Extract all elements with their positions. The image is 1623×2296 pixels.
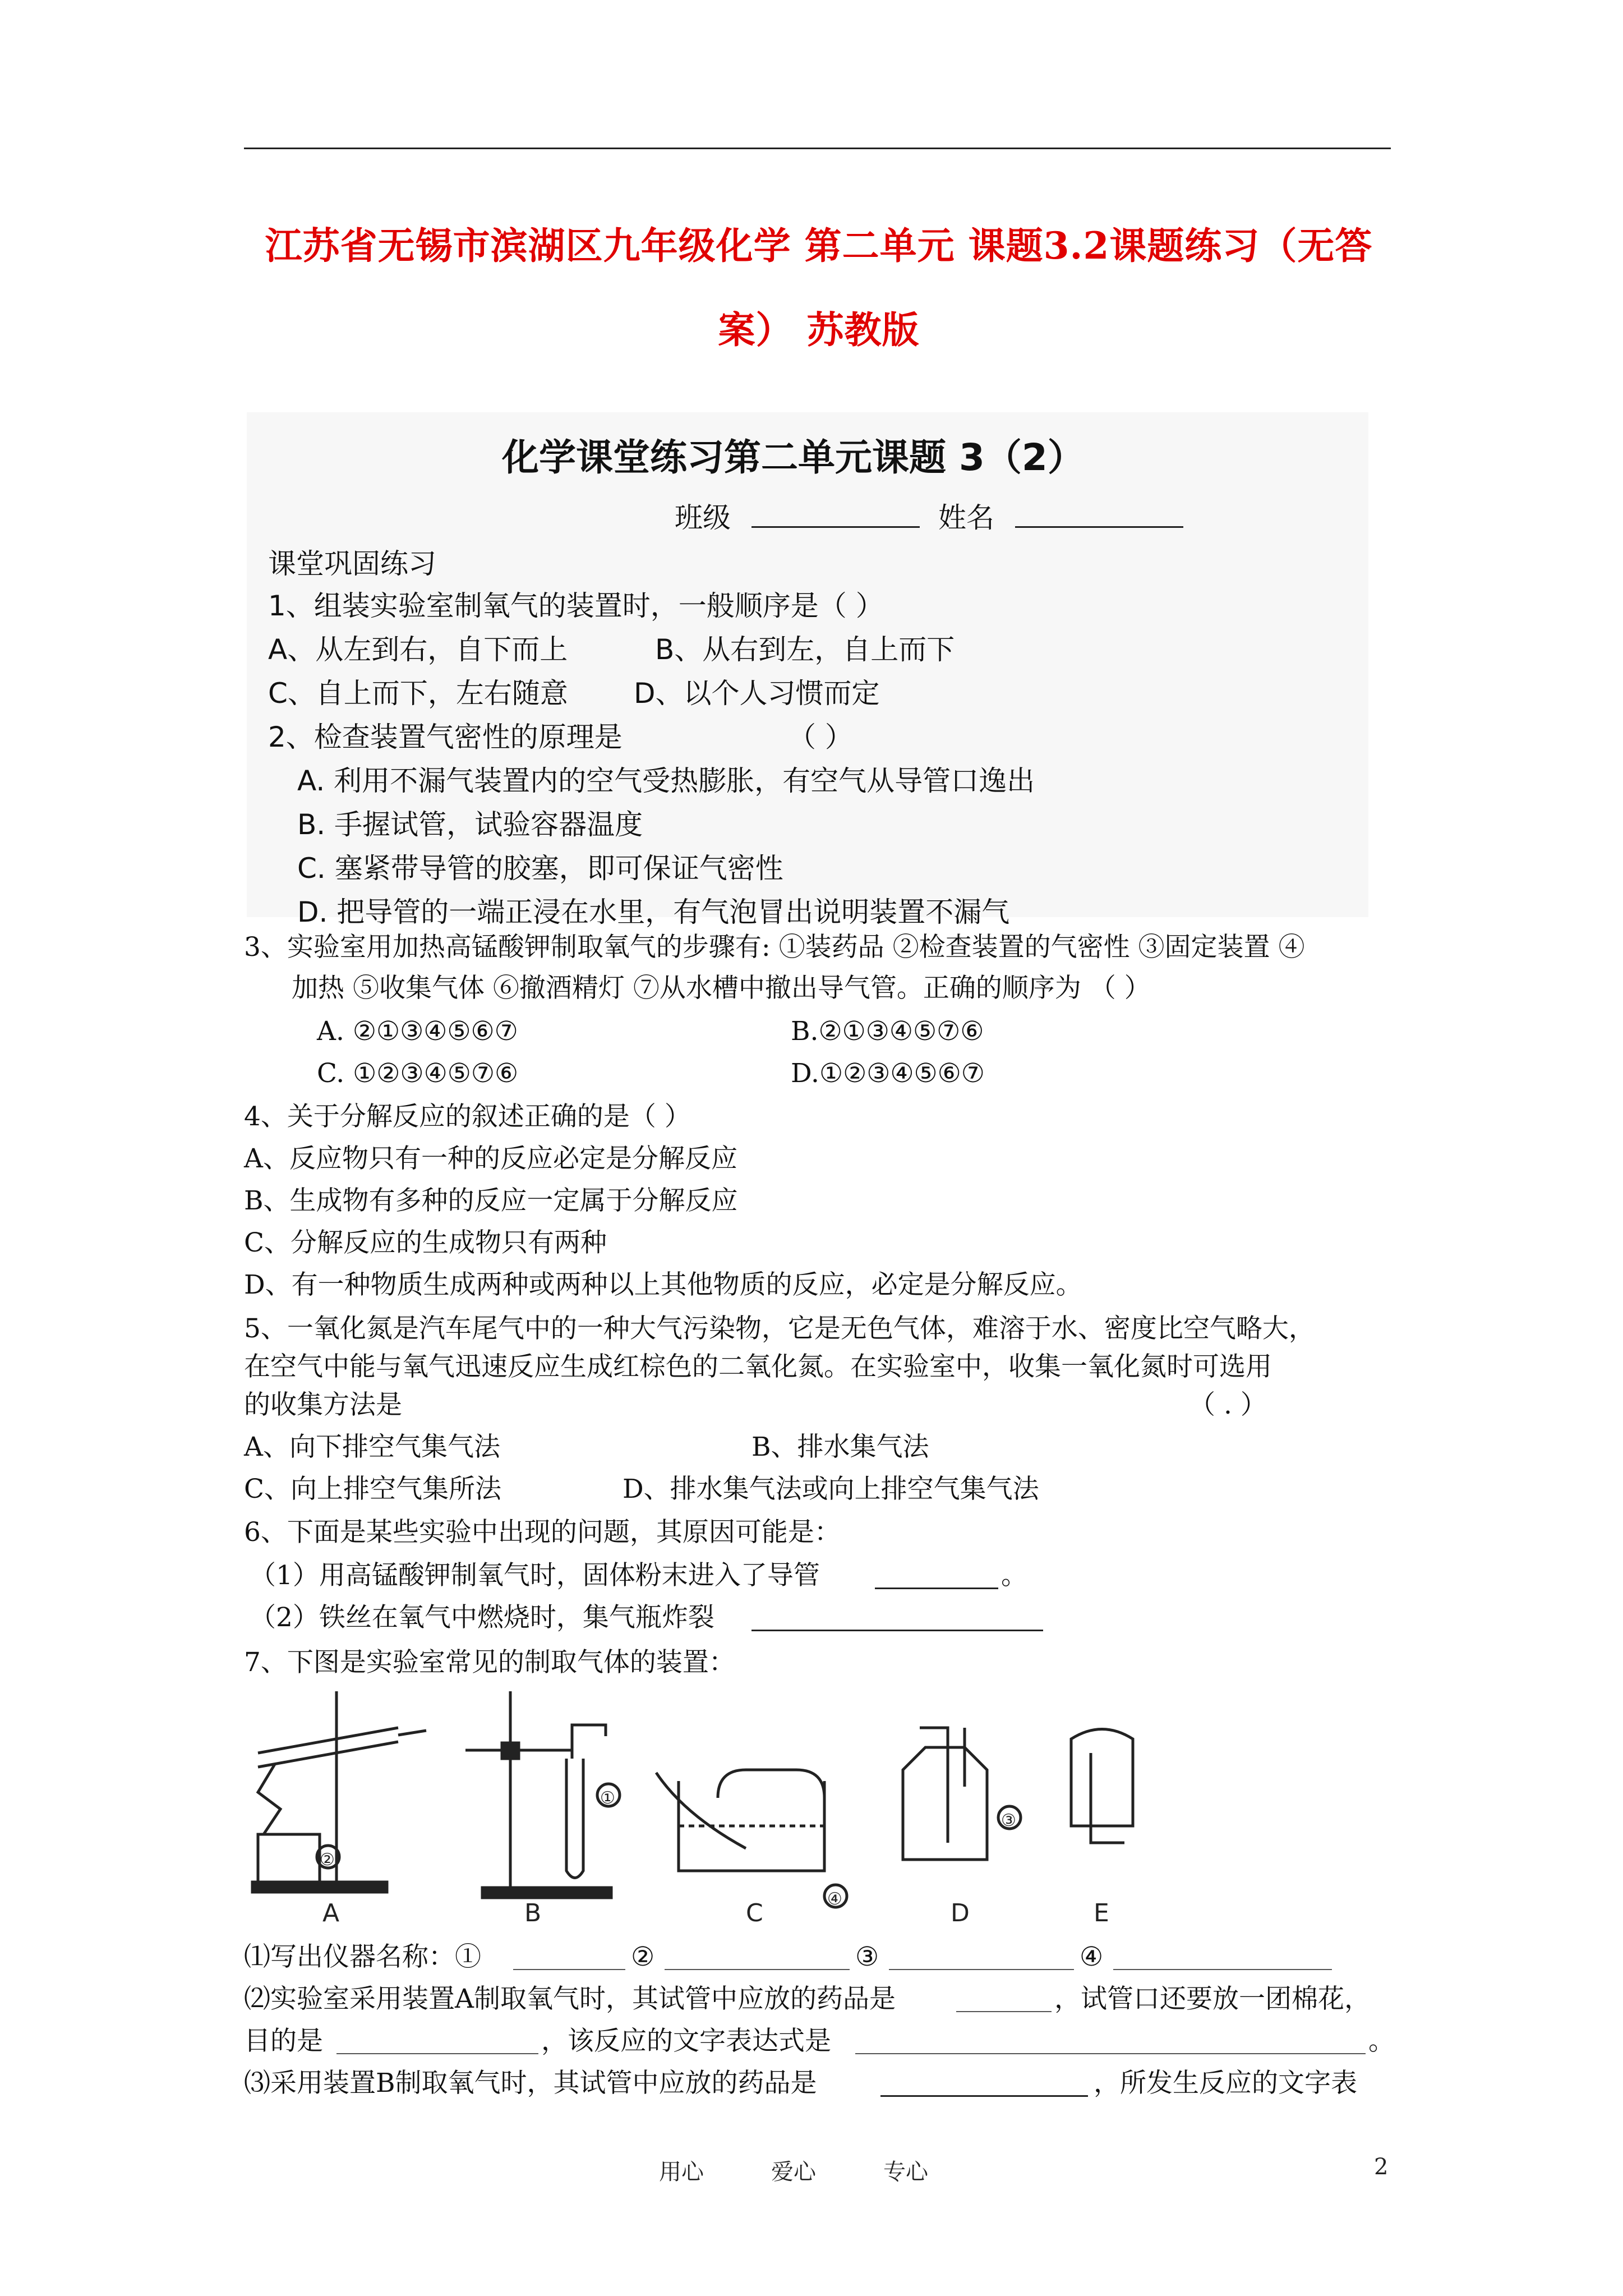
circled-1: ① [600,1788,615,1808]
figure-label-c: C [746,1899,763,1927]
test-tube-b [566,1759,583,1878]
figure-label-e: E [1094,1899,1109,1927]
stand-base-a [252,1882,387,1892]
figure-label-b: B [524,1899,542,1927]
footer-motto-2: 爱心 [771,2159,816,2185]
bottle-d [903,1747,987,1860]
q4-stem: 4、关于分解反应的叙述正确的是（ ） [244,1101,691,1132]
q5-line3: 的收集方法是 [244,1389,402,1420]
alcohol-lamp-a [258,1834,320,1882]
q7-part2-line1b: ，试管口还要放一团棉花， [1054,1984,1371,2014]
q5-line1: 5、一氧化氮是汽车尾气中的一种大气污染物，它是无色气体，难溶于水、密度比空气略大， [244,1313,1315,1344]
scan-q1-c: C、自上而下，左右随意 [268,677,568,710]
q5-option-d: D、排水集气法或向上排空气集气法 [623,1474,1039,1504]
q7-part3-a: ⑶采用装置B制取氧气时，其试管中应放的药品是 [244,2068,817,2099]
q4-option-b: B、生成物有多种的反应一定属于分解反应 [244,1185,738,1216]
q7-stem: 7、下图是实验室常见的制取气体的装置： [244,1647,735,1678]
q7-part2-line1a: ⑵实验室采用装置A制取氧气时，其试管中应放的药品是 [244,1984,896,2014]
q7-blank-7 [855,2053,1366,2054]
scan-q1-d: D、以个人习惯而定 [634,677,880,710]
q7-part1-label: ⑴写出仪器名称：① [244,1941,481,1972]
document-title-line1: 江苏省无锡市滨湖区九年级化学 第二单元 课题3.2课题练习（无答 [265,224,1373,268]
q7-part1-label-3: ③ [855,1941,879,1972]
q3-option-d: D.①②③④⑤⑥⑦ [791,1058,985,1089]
q4-option-c: C、分解反应的生成物只有两种 [244,1227,607,1258]
q6-sub1-end: 。 [1001,1560,1027,1591]
q5-option-a: A、向下排空气集气法 [244,1432,500,1462]
tube-e [1091,1753,1124,1843]
tube-b [572,1725,606,1759]
scan-q1-a: A、从左到右，自下而上 [268,633,568,666]
q4-option-a: A、反应物只有一种的反应必定是分解反应 [244,1143,737,1174]
q7-blank-1 [513,1969,625,1970]
class-blank [751,526,920,528]
q5-option-c: C、向上排空气集所法 [244,1474,501,1504]
scan-q1-b: B、从右到左，自上而下 [655,633,955,666]
q6-stem: 6、下面是某些实验中出现的问题，其原因可能是： [244,1517,841,1548]
q3-option-c: C. ①②③④⑤⑦⑥ [317,1058,519,1089]
q7-part3-b: ，所发生反应的文字表 [1094,2068,1357,2099]
figure-label-d: D [951,1899,970,1927]
q7-blank-2 [665,1969,850,1970]
q6-sub1: （1）用高锰酸钾制氧气时，固体粉末进入了导管 [250,1560,820,1591]
q7-part2-line2a: 目的是 [244,2026,323,2056]
footer-motto-1: 用心 [659,2159,704,2185]
q6-sub2: （2）铁丝在氧气中燃烧时，集气瓶炸裂 [250,1602,714,1633]
q6-sub1-blank [875,1588,998,1589]
scan-q2-c: C. 塞紧带导管的胶塞，即可保证气密性 [297,852,783,885]
class-label: 班级 [675,501,731,534]
q7-part2-line2b: ，该反应的文字表达式是 [541,2026,831,2056]
header-rule [244,148,1391,149]
name-blank [1015,526,1183,528]
q5-line2: 在空气中能与氧气迅速反应生成红棕色的二氧化氮。在实验室中，收集一氧化氮时可选用 [244,1351,1272,1382]
q4-option-d: D、有一种物质生成两种或两种以上其他物质的反应，必定是分解反应。 [244,1269,1082,1300]
q3-line2: 加热 ⑤收集气体 ⑥撤酒精灯 ⑦从水槽中撤出导气管。正确的顺序为 （ ） [292,973,1151,1004]
q5-answer-paren: （ . ） [1189,1389,1267,1420]
scan-q2: 2、检查装置气密性的原理是 [268,721,623,753]
q7-part1-label-2: ② [631,1941,655,1972]
q6-sub2-blank [751,1630,1043,1631]
page-number: 2 [1374,2154,1389,2180]
q7-blank-3 [889,1969,1074,1970]
q7-part2-line2c: 。 [1368,2026,1395,2056]
document-title-line2: 案） 苏教版 [718,308,920,352]
name-label: 姓名 [938,501,994,534]
q3-line1: 3、实验室用加热高锰酸钾制取氧气的步骤有: ①装药品 ②检查装置的气密性 ③固定装置 ④ [244,932,1305,963]
flame-a [258,1764,280,1834]
scan-q2-b: B. 手握试管，试验容器温度 [297,808,643,841]
q7-blank-8 [880,2095,1088,2097]
circled-4: ④ [827,1889,842,1909]
delivery-tube-a [398,1731,426,1735]
footer-motto-3: 专心 [883,2159,928,2185]
q7-part1-label-4: ④ [1080,1941,1104,1972]
apparatus-figure [241,1674,1419,1927]
q7-blank-6 [336,2053,538,2054]
stand-base-b [482,1888,611,1898]
scan-q2-a: A. 利用不漏气装置内的空气受热膨胀，有空气从导管口逸出 [297,765,1035,797]
circled-2: ② [320,1850,335,1870]
q3-option-a: A. ②①③④⑤⑥⑦ [317,1016,518,1047]
scan-q2-paren: （ ） [788,721,853,753]
figure-label-a: A [322,1899,340,1927]
bottle-e [1071,1729,1133,1826]
tube-d-1 [920,1728,948,1843]
q3-option-b: B.②①③④⑤⑦⑥ [791,1016,984,1047]
scan-q1: 1、组装实验室制氧气的装置时，一般顺序是（ ） [268,590,884,622]
test-tube-a [258,1728,398,1753]
circled-3: ③ [1001,1811,1016,1830]
q7-blank-4 [1113,1969,1332,1970]
scan-title: 化学课堂练习第二单元课题 3（2） [502,436,1085,479]
scan-section: 课堂巩固练习 [268,547,436,580]
q5-option-b: B、排水集气法 [751,1432,929,1462]
bottle-c [718,1770,824,1798]
q7-blank-5 [956,2011,1052,2012]
delivery-tube-c [656,1773,746,1848]
scan-q2-d: D. 把导管的一端正浸在水里，有气泡冒出说明装置不漏气 [297,896,1010,928]
